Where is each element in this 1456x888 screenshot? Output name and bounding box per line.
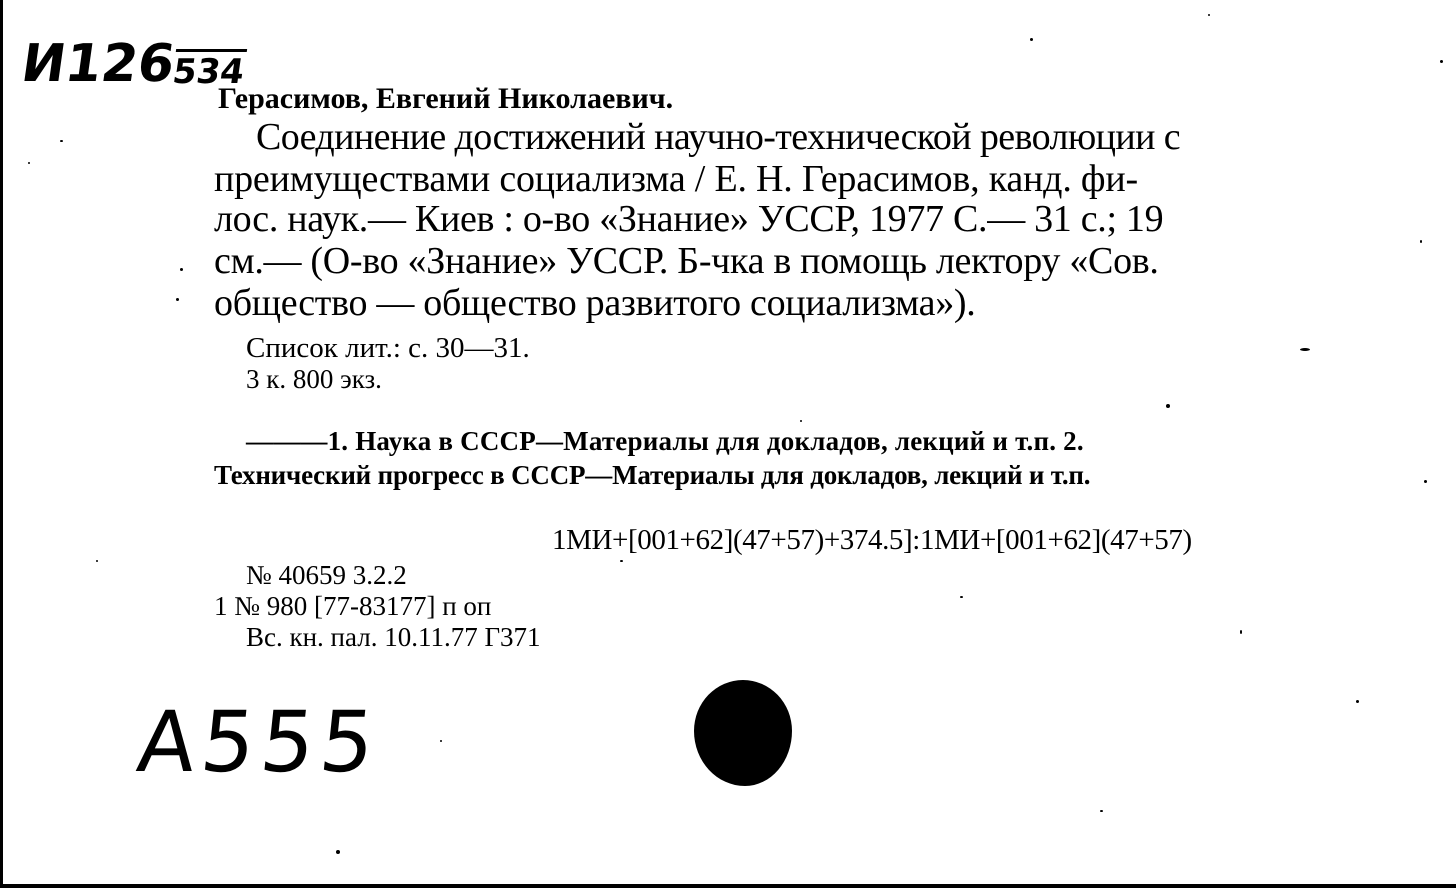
price-run-note: 3 к. 800 экз. — [246, 364, 382, 394]
shelfmark-handwritten — [17, 34, 248, 94]
registry-order: 1 № 980 [77-83177] п оп — [214, 591, 492, 621]
shelfmark-suffix: 534 — [170, 52, 247, 92]
card-left-edge — [0, 0, 3, 888]
bibliography-note: Список лит.: с. 30—31. — [246, 332, 530, 364]
punch-hole — [694, 680, 792, 786]
subjects-line-2: Технический прогресс в СССР—Материалы для докладов, лекций и т.п. — [214, 460, 1091, 490]
inventory-mark-handwritten: А555 — [132, 693, 385, 791]
card-bottom-edge — [0, 884, 1456, 888]
shelfmark-prefix: И126 — [17, 34, 179, 94]
description-line-4: см.— (О-во «Знание» УССР. Б-чка в помощь лектору «Сов. — [214, 240, 1159, 282]
subjects-line-1: ———1. Наука в СССР—Материалы для докладов, лекций и т.п. 2. — [246, 426, 1084, 456]
registry-number: № 40659 3.2.2 — [246, 560, 407, 590]
classification-code: 1МИ+[001+62](47+57)+374.5]:1МИ+[001+62](47+57) — [552, 524, 1192, 556]
description-line-5: общество — общество развитого социализма»). — [214, 282, 976, 324]
description-line-2: преимуществами социализма / Е. Н. Герасимов, канд. фи- — [214, 158, 1138, 200]
description-line-1: Соединение достижений научно-технической революции с — [256, 116, 1181, 158]
description-line-3: лос. наук.— Киев : о-во «Знание» УССР, 1977 С.— 31 с.; 19 — [214, 198, 1164, 240]
registry-signed: Вс. кн. пал. 10.11.77 Г371 — [246, 622, 541, 652]
author-heading: Герасимов, Евгений Николаевич. — [218, 82, 674, 115]
